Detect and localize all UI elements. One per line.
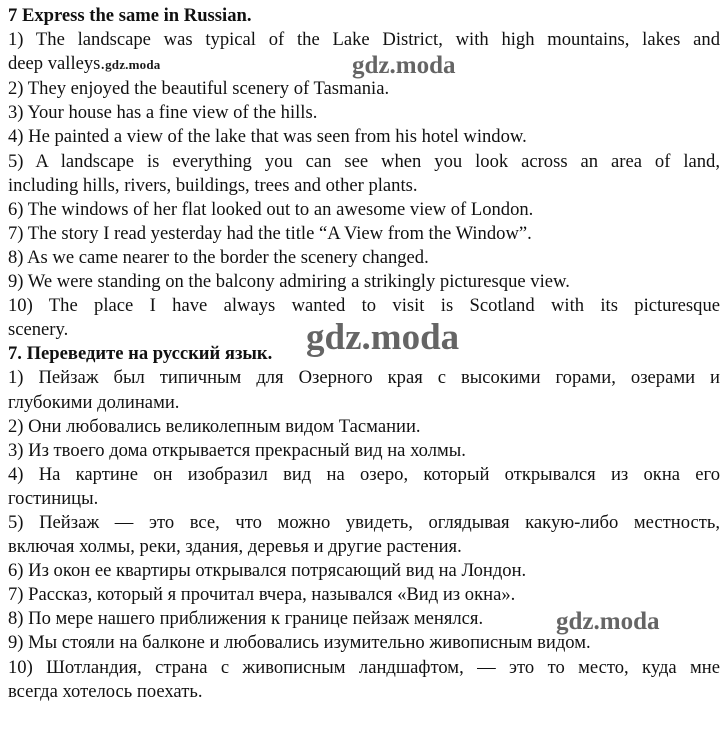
english-line-2-text: deep valleys.: [8, 53, 106, 75]
english-line-4: 3) Your house has a fine view of the hills.: [8, 102, 318, 124]
watermark-top: gdz.moda: [352, 52, 456, 79]
english-line-6: 5) A landscape is everything you can see when you look across an area of land,: [8, 150, 720, 172]
english-line-10: 8) As we came nearer to the border the scenery changed.: [8, 246, 429, 268]
russian-line-8: включая холмы, реки, здания, деревья и другие растения.: [8, 536, 462, 558]
english-line-9: 7) The story I read yesterday had the title “A View from the Window”.: [8, 222, 532, 244]
russian-line-3: 2) Они любовались великолепным видом Тасмании.: [8, 415, 421, 437]
english-line-11: 9) We were standing on the balcony admiring a strikingly picturesque view.: [8, 271, 570, 293]
russian-line-11: 8) По мере нашего приближения к границе пейзаж менялся.: [8, 608, 484, 630]
russian-line-2: глубокими долинами.: [8, 391, 180, 413]
russian-line-7: 5) Пейзаж — это все, что можно увидеть, оглядывая какую-либо местность,: [8, 511, 720, 533]
russian-line-13: 10) Шотландия, страна с живописным ландшафтом, — это то место, куда мне: [8, 656, 720, 678]
english-line-1: 1) The landscape was typical of the Lake District, with high mountains, lakes and: [8, 29, 720, 51]
watermark-middle: gdz.moda: [306, 317, 460, 358]
russian-line-1: 1) Пейзаж был типичным для Озерного края с высокими горами, озерами и: [8, 367, 720, 389]
inline-watermark: gdz.moda: [105, 57, 161, 73]
english-line-12: 10) The place I have always wanted to visit is Scotland with its picturesque: [8, 295, 720, 317]
russian-line-10: 7) Рассказ, который я прочитал вчера, назывался «Вид из окна».: [8, 584, 516, 606]
english-line-3: 2) They enjoyed the beautiful scenery of Tasmania.: [8, 78, 390, 100]
english-heading: 7 Express the same in Russian.: [8, 5, 252, 26]
russian-line-6: гостиницы.: [8, 487, 99, 509]
english-line-13: scenery.: [8, 319, 69, 341]
watermark-bottom: gdz.moda: [556, 608, 660, 635]
russian-line-4: 3) Из твоего дома открывается прекрасный вид на холмы.: [8, 439, 466, 461]
russian-line-9: 6) Из окон ее квартиры открывался потрясающий вид на Лондон.: [8, 560, 527, 582]
russian-line-5: 4) На картине он изобразил вид на озеро, который открывался из окна его: [8, 463, 720, 485]
english-line-5: 4) He painted a view of the lake that was seen from his hotel window.: [8, 126, 527, 148]
english-line-8: 6) The windows of her flat looked out to an awesome view of London.: [8, 198, 534, 220]
russian-line-12: 9) Мы стояли на балконе и любовались изумительно живописным видом.: [8, 632, 591, 654]
russian-heading: 7. Переведите на русский язык.: [8, 343, 273, 365]
russian-line-14: всегда хотелось поехать.: [8, 680, 203, 702]
english-line-7: including hills, rivers, buildings, trees and other plants.: [8, 174, 418, 196]
